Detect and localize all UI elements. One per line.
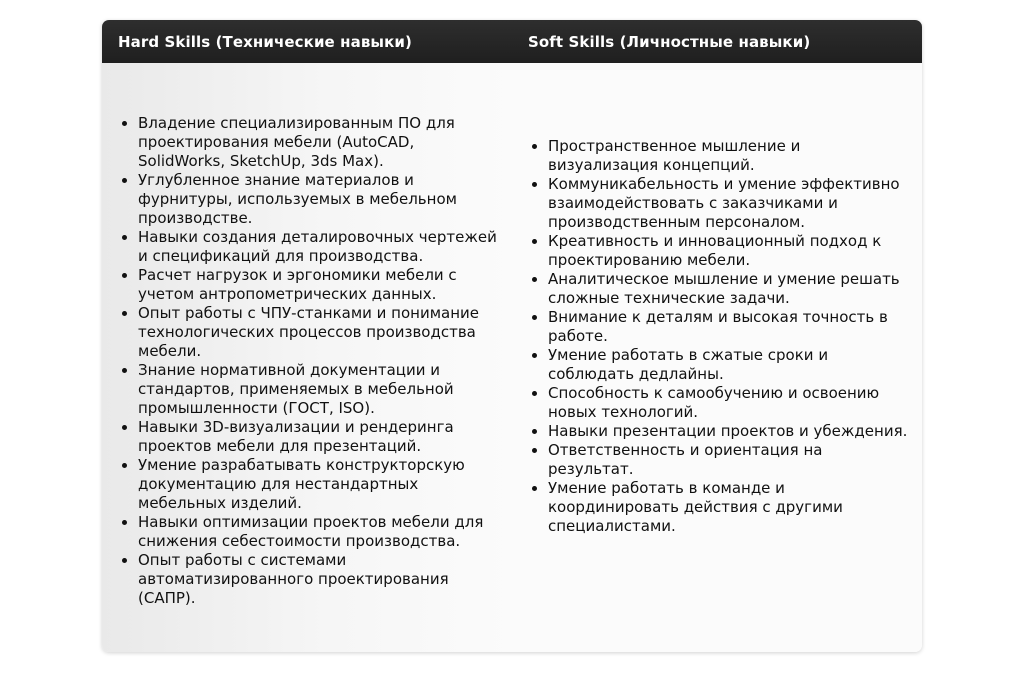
hard-skills-heading: Hard Skills (Технические навыки) xyxy=(118,32,412,51)
list-item: • Опыт работы с ЧПУ-станками и понимание технологических процессов производства мебели. xyxy=(138,304,502,361)
list-item: • Внимание к деталям и высокая точность в работе. xyxy=(548,308,912,346)
list-item: • Аналитическое мышление и умение решать сложные технические задачи. xyxy=(548,270,912,308)
table-header xyxy=(102,20,922,63)
list-item: • Умение работать в команде и координировать действия с другими специалистами. xyxy=(548,479,912,536)
hard-skills-list xyxy=(102,108,512,608)
table-body xyxy=(102,63,922,652)
soft-skills-heading: Soft Skills (Личностные навыки) xyxy=(528,32,811,51)
list-item: • Знание нормативной документации и стандартов, применяемых в мебельной промышленности (ГОСТ, ISO). xyxy=(138,361,502,418)
skills-table xyxy=(102,20,922,652)
list-item: • Коммуникабельность и умение эффективно взаимодействовать с заказчиками и производственным персоналом. xyxy=(548,175,912,232)
list-item: • Расчет нагрузок и эргономики мебели с учетом антропометрических данных. xyxy=(138,266,502,304)
list-item: • Навыки создания деталировочных чертежей и спецификаций для производства. xyxy=(138,228,502,266)
list-item: • Креативность и инновационный подход к проектированию мебели. xyxy=(548,232,912,270)
list-item: • Пространственное мышление и визуализация концепций. xyxy=(548,137,912,175)
list-item: • Опыт работы с системами автоматизированного проектирования (САПР). xyxy=(138,551,502,608)
list-item: • Навыки 3D-визуализации и рендеринга проектов мебели для презентаций. xyxy=(138,418,502,456)
list-item: • Умение работать в сжатые сроки и соблюдать дедлайны. xyxy=(548,346,912,384)
list-item: • Умение разрабатывать конструкторскую документацию для нестандартных мебельных изделий. xyxy=(138,456,502,513)
soft-skills-list xyxy=(512,137,922,578)
list-item: • Навыки оптимизации проектов мебели для снижения себестоимости производства. xyxy=(138,513,502,551)
list-item: • Навыки презентации проектов и убеждения. xyxy=(548,422,912,441)
list-item: • Углубленное знание материалов и фурнитуры, используемых в мебельном производстве. xyxy=(138,171,502,228)
list-item: • Ответственность и ориентация на результат. xyxy=(548,441,912,479)
list-item: • Владение специализированным ПО для проектирования мебели (AutoCAD, SolidWorks, SketchUp, 3ds Max). xyxy=(138,114,502,171)
list-item: • Способность к самообучению и освоению новых технологий. xyxy=(548,384,912,422)
soft-skills-cell xyxy=(512,63,922,652)
hard-skills-cell xyxy=(102,63,512,652)
